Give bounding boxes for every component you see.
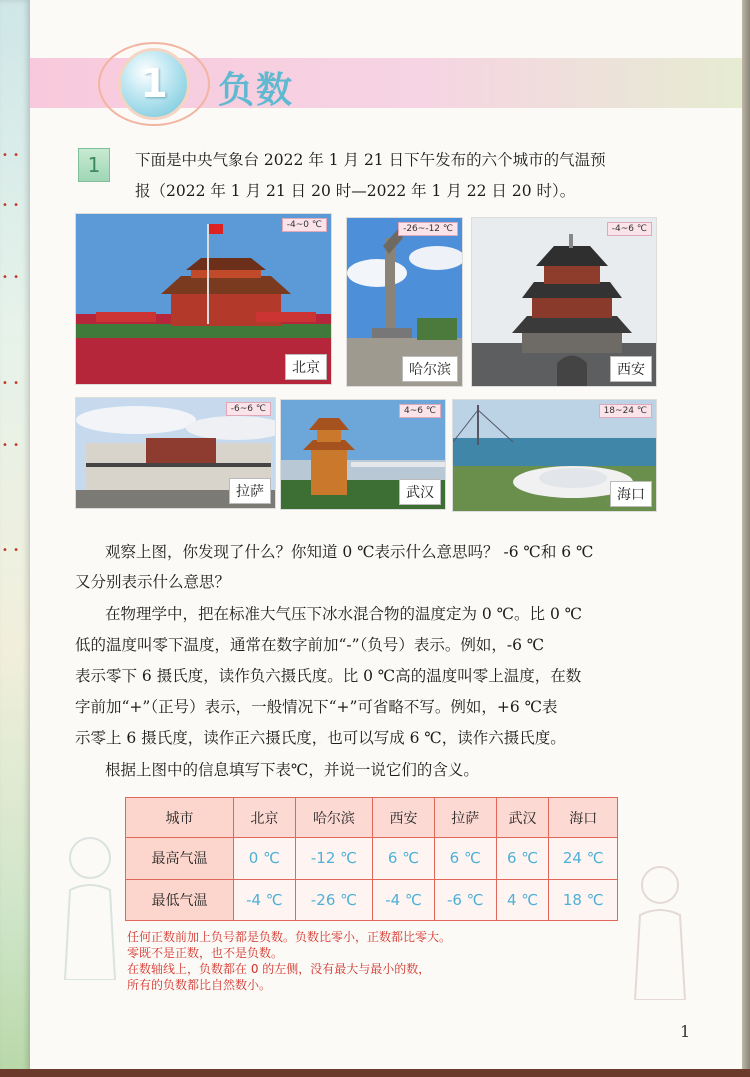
explanation-line4: 字前加“+”（正号）表示，一般情况下“+”可省略不写。例如，+6 ℃表 bbox=[75, 698, 558, 716]
explanation-line1: 在物理学中，把在标准大气压下冰水混合物的温度定为 0 ℃。比 0 ℃ bbox=[105, 605, 583, 623]
high-temp-cell[interactable]: 6 ℃ bbox=[373, 838, 435, 880]
city-tag: 哈尔滨 bbox=[402, 356, 458, 382]
question-line2: 又分别表示什么意思？ bbox=[75, 573, 231, 591]
problem-number-badge bbox=[78, 148, 110, 182]
lesson-number-badge bbox=[118, 48, 190, 120]
photo-xian bbox=[471, 217, 657, 387]
low-temp-cell[interactable]: 4 ℃ bbox=[496, 879, 549, 921]
city-tag: 武汉 bbox=[399, 479, 441, 505]
high-temp-cell[interactable]: 6 ℃ bbox=[496, 838, 549, 880]
page-right-edge bbox=[742, 0, 750, 1077]
low-temp-cell[interactable]: -6 ℃ bbox=[434, 879, 496, 921]
faint-character-right bbox=[630, 860, 690, 1000]
note-line: 所有的负数都比自然数小。 bbox=[127, 978, 272, 992]
temp-tag: -4~0 ℃ bbox=[282, 218, 327, 232]
city-tag: 海口 bbox=[610, 481, 652, 507]
high-temp-cell[interactable]: 24 ℃ bbox=[549, 838, 618, 880]
handwritten-notes bbox=[127, 929, 587, 993]
table-instruction: 根据上图中的信息填写下表℃，并说一说它们的含义。 bbox=[105, 761, 479, 779]
explanation-line3: 表示零下 6 摄氏度，读作负六摄氏度。比 0 ℃高的温度叫零上温度，在数 bbox=[75, 667, 582, 685]
note-line: 零既不是正数，也不是负数。 bbox=[127, 946, 284, 960]
temp-tag: -26~-12 ℃ bbox=[398, 222, 458, 236]
photo-harbin bbox=[346, 217, 463, 387]
problem-intro-line1: 下面是中央气象台 2022 年 1 月 21 日下午发布的六个城市的气温预 bbox=[135, 151, 606, 169]
photo-haikou bbox=[452, 399, 657, 512]
explanation-line2: 低的温度叫零下温度，通常在数字前加“-”（负号）表示。例如，-6 ℃ bbox=[75, 636, 545, 654]
problem-number: 1 bbox=[87, 153, 101, 177]
table-header-row bbox=[126, 798, 618, 838]
lesson-number: 1 bbox=[140, 61, 168, 107]
high-temp-cell[interactable]: -12 ℃ bbox=[295, 838, 372, 880]
city-tag: 西安 bbox=[610, 356, 652, 382]
table-corner-cell: 城市 bbox=[126, 798, 234, 838]
note-line: 在数轴线上，负数都在 0 的左侧，没有最大与最小的数， bbox=[127, 962, 431, 976]
table-row-high bbox=[126, 838, 618, 880]
temp-tag: -6~6 ℃ bbox=[226, 402, 271, 416]
question-line1: 观察上图，你发现了什么？你知道 0 ℃表示什么意思吗？ -6 ℃和 6 ℃ bbox=[105, 543, 594, 561]
page-number: 1 bbox=[680, 1022, 691, 1041]
photo-lhasa bbox=[75, 397, 276, 509]
page-bottom-edge bbox=[0, 1069, 750, 1077]
temp-tag: 18~24 ℃ bbox=[599, 404, 652, 418]
city-header: 北京 bbox=[234, 798, 296, 838]
high-temp-cell[interactable]: 6 ℃ bbox=[434, 838, 496, 880]
row-label-high: 最高气温 bbox=[126, 838, 234, 880]
high-temp-cell[interactable]: 0 ℃ bbox=[234, 838, 296, 880]
temp-tag: 4~6 ℃ bbox=[399, 404, 441, 418]
adjacent-page-edge: • • • • • • • • • • • • bbox=[0, 0, 30, 1077]
temperature-table bbox=[125, 797, 618, 921]
city-tag: 北京 bbox=[285, 354, 327, 380]
faint-character-left bbox=[60, 830, 120, 980]
city-header: 西安 bbox=[373, 798, 435, 838]
lesson-title: 负数 bbox=[218, 70, 295, 111]
low-temp-cell[interactable]: 18 ℃ bbox=[549, 879, 618, 921]
note-line: 任何正数前加上负号都是负数。负数比零小，正数都比零大。 bbox=[127, 930, 452, 944]
city-header: 武汉 bbox=[496, 798, 549, 838]
photo-wuhan bbox=[280, 399, 446, 510]
photo-beijing bbox=[75, 213, 332, 385]
row-label-low: 最低气温 bbox=[126, 879, 234, 921]
explanation-line5: 示零上 6 摄氏度，读作正六摄氏度，也可以写成 6 ℃，读作六摄氏度。 bbox=[75, 729, 566, 747]
table-row-low bbox=[126, 879, 618, 921]
low-temp-cell[interactable]: -26 ℃ bbox=[295, 879, 372, 921]
city-header: 拉萨 bbox=[434, 798, 496, 838]
city-header: 哈尔滨 bbox=[295, 798, 372, 838]
city-header: 海口 bbox=[549, 798, 618, 838]
problem-intro-line2: 报（2022 年 1 月 21 日 20 时—2022 年 1 月 22 日 20 时）。 bbox=[135, 182, 576, 200]
low-temp-cell[interactable]: -4 ℃ bbox=[373, 879, 435, 921]
temp-tag: -4~6 ℃ bbox=[607, 222, 652, 236]
low-temp-cell[interactable]: -4 ℃ bbox=[234, 879, 296, 921]
city-tag: 拉萨 bbox=[229, 478, 271, 504]
